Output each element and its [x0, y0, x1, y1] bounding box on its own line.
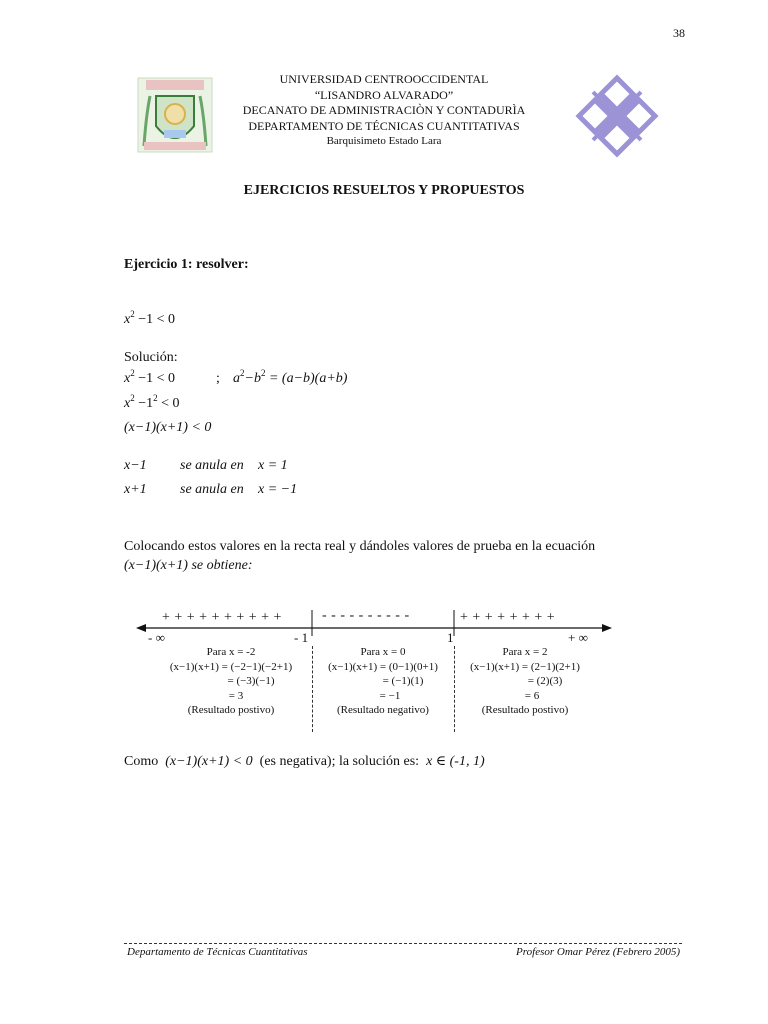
document-title: EJERCICIOS RESUELTOS Y PROPUESTOS: [243, 183, 525, 198]
test-substitution: (x−1)(x+1) = (−2−1)(−2+1): [169, 660, 293, 673]
test-substitution: (x−1)(x+1) = (2−1)(2+1): [470, 660, 580, 673]
zero-row-2: x+1 se anula en x = −1: [124, 482, 298, 497]
test-result: = 3: [228, 689, 244, 702]
interval-separator-left: [312, 646, 313, 732]
header-city: Barquisimeto Estado Lara: [326, 135, 442, 147]
number-line: [136, 608, 616, 648]
problem-inequality: $x^2 -1 < 0$: [124, 309, 176, 327]
test-interval-right: [458, 645, 592, 718]
label-one: 1: [447, 630, 454, 645]
test-product: = (−3)(−1): [227, 675, 275, 687]
test-title: Para x = 2: [502, 646, 548, 658]
zero-row-1: x−1 se anula en x = 1: [124, 458, 288, 473]
label-neg-infinity: - ∞: [148, 630, 165, 645]
test-result: = 6: [524, 689, 540, 702]
header-university-name: “LISANDRO ALVARADO”: [314, 87, 454, 102]
test-note: (Resultado postivo): [187, 704, 275, 716]
solution-label: Solución:: [124, 350, 178, 365]
footer-divider: [124, 943, 682, 944]
footer-author: Profesor Omar Pérez (Febrero 2005): [516, 946, 680, 958]
explanation-expression: (x−1)(x+1) se obtiene:: [124, 558, 253, 573]
sign-positive-left: + + + + + + + + + +: [162, 610, 282, 625]
institution-header: [0, 72, 768, 150]
explanation-paragraph: Colocando estos valores en la recta real y dándoles valores de prueba en la ecuación: [124, 539, 596, 554]
interval-separator-right: [454, 646, 455, 732]
test-interval-left: [156, 645, 306, 718]
test-title: Para x = 0: [360, 646, 406, 658]
test-note: (Resultado negativo): [337, 704, 429, 716]
test-product: = (2)(3): [527, 675, 563, 687]
page-number: 38: [673, 26, 685, 40]
header-department: DEPARTAMENTO DE TÉCNICAS CUANTITATIVAS: [248, 118, 520, 133]
label-pos-infinity: + ∞: [568, 630, 588, 645]
difference-of-squares-identity: $a^2-b^2 = (a-b)(a+b)$: [233, 368, 348, 386]
header-university: UNIVERSIDAD CENTROOCCIDENTAL: [279, 72, 489, 86]
test-note: (Resultado postivo): [481, 704, 569, 716]
sign-negative-middle: - - - - - - - - - -: [322, 608, 410, 623]
footer-department: Departamento de Técnicas Cuantitativas: [127, 946, 308, 958]
conclusion: Como (x−1)(x+1) < 0 (es negativa); la solución es: x ∈ (-1, 1): [124, 754, 485, 769]
solution-step-3: (x−1)(x+1) < 0: [124, 420, 212, 435]
label-minus-one: - 1: [294, 630, 309, 645]
test-interval-middle: [316, 645, 450, 718]
test-title: Para x = -2: [206, 646, 256, 658]
solution-step-2: $x^2 -1^2 < 0$: [124, 393, 180, 411]
sign-positive-right: + + + + + + + +: [460, 610, 556, 625]
test-substitution: (x−1)(x+1) = (0−1)(0+1): [328, 660, 438, 673]
header-faculty: DECANATO DE ADMINISTRACIÒN Y CONTADURÌA: [242, 103, 526, 117]
step-separator: ;: [216, 371, 220, 386]
test-product: = (−1)(1): [382, 675, 424, 687]
solution-step-1: $x^2 -1 < 0$: [124, 368, 176, 386]
exercise-heading: Ejercicio 1: resolver:: [124, 257, 249, 272]
test-result: = −1: [379, 689, 401, 702]
